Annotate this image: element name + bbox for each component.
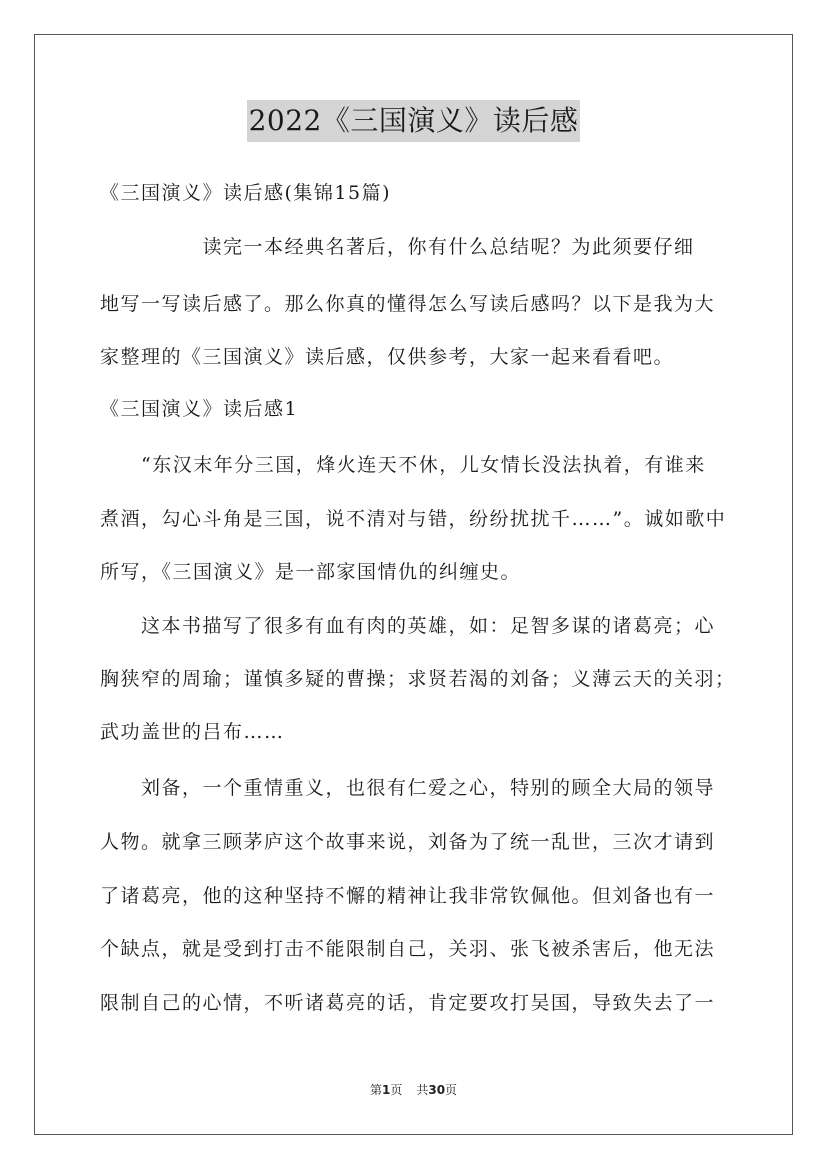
page-footer [0,1082,827,1098]
section-heading: 《三国演义》读后感1 [100,398,299,420]
page-total: 30 [428,1083,446,1097]
total-prefix: 共 [416,1083,429,1097]
document-title: 2022《三国演义》读后感 [247,100,581,142]
paragraph-line: 煮酒，勾心斗角是三国，说不清对与错，纷纷扰扰千……”。诚如歌中 [100,508,727,530]
subtitle-line: 《三国演义》读后感(集锦15篇) [100,182,392,204]
paragraph-line: 这本书描写了很多有血有肉的英雄，如：足智多谋的诸葛亮；心 [100,615,716,637]
paragraph-line: 个缺点，就是受到打击不能限制自己，关羽、张飞被杀害后，他无法 [100,938,716,960]
total-suffix: 页 [445,1083,458,1097]
paragraph-line: 地写一写读后感了。那么你真的懂得怎么写读后感吗？以下是我为大 [100,293,716,315]
paragraph-line: 所写，《三国演义》是一部家国情仇的纠缠史。 [100,561,522,583]
paragraph-line: 家整理的《三国演义》读后感，仅供参考，大家一起来看看吧。 [100,346,675,368]
paragraph-line: 人物。就拿三顾茅庐这个故事来说，刘备为了统一乱世，三次才请到 [100,831,716,853]
page-current: 1 [381,1083,391,1097]
paragraph-line: 限制自己的心情，不听诸葛亮的话，肯定要攻打吴国，导致失去了一 [100,992,716,1014]
document-title-wrapper [0,100,827,142]
page-prefix: 第 [369,1083,382,1097]
paragraph-line: 刘备，一个重情重义，也很有仁爱之心，特别的顾全大局的领导 [100,777,716,799]
paragraph-line: 读完一本经典名著后，你有什么总结呢？为此须要仔细 [100,236,695,258]
paragraph-line: 武功盖世的吕布…… [100,721,285,743]
paragraph-line: “东汉末年分三国，烽火连天不休，儿女情长没法执着，有谁来 [100,454,706,476]
paragraph-line: 胸狭窄的周瑜；谨慎多疑的曹操；求贤若渴的刘备；义薄云天的关羽； [100,668,736,690]
paragraph-line: 了诸葛亮，他的这种坚持不懈的精神让我非常钦佩他。但刘备也有一 [100,885,716,907]
page-suffix: 页 [390,1083,403,1097]
